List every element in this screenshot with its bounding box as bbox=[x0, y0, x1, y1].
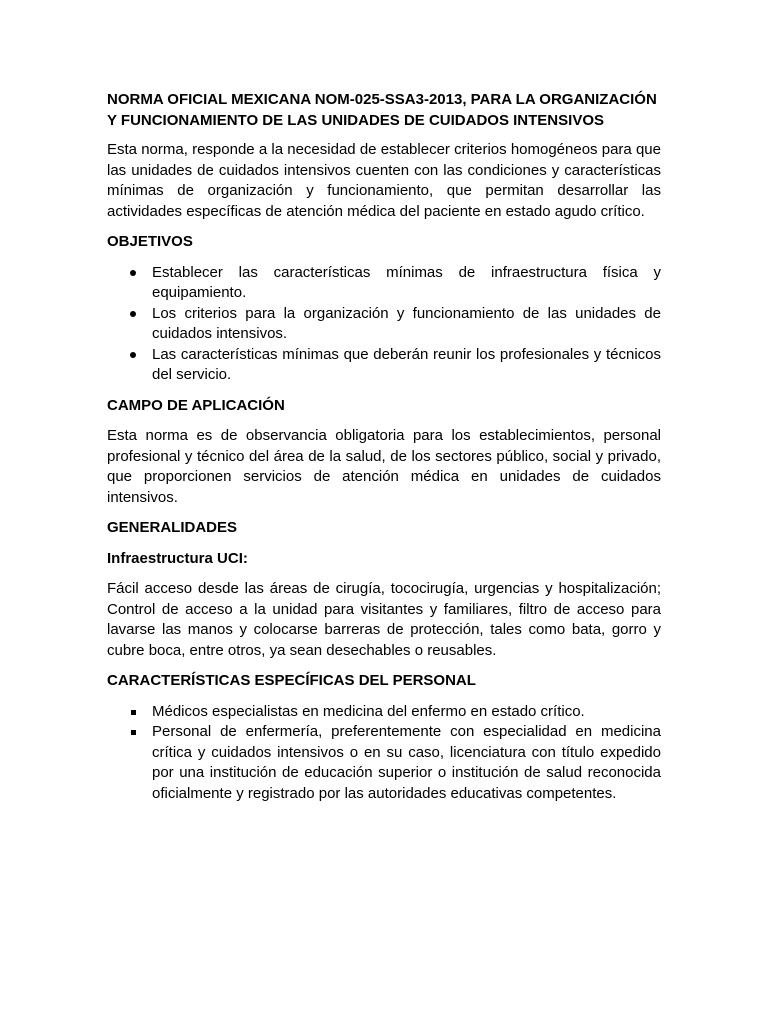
document-title: NORMA OFICIAL MEXICANA NOM-025-SSA3-2013, PARA LA ORGANIZACIÓN Y FUNCIONAMIENTO DE LAS UNIDADES DE CUIDADOS INTENSIVOS bbox=[107, 91, 657, 129]
campo-paragraph: Esta norma es de observancia obligatoria para los establecimientos, personal profesional y técnico del área de la salud, de los sectores público, social y privado, que proporcionen servicios de atención médica en unidades de cuidados intensivos. bbox=[107, 427, 661, 506]
list-item-text: Los criterios para la organización y funcionamiento de las unidades de cuidados intensivos. bbox=[152, 304, 661, 342]
document-content bbox=[107, 90, 661, 814]
list-item-text: Médicos especialistas en medicina del enfermo en estado crítico. bbox=[152, 702, 585, 720]
list-item-text: Establecer las características mínimas de infraestructura física y equipamiento. bbox=[152, 263, 661, 301]
list-item bbox=[107, 263, 661, 304]
list-item-text: Personal de enfermería, preferentemente con especialidad en medicina crítica y cuidados intensivos o en su caso, licenciatura con título expedido por una institución de educación superior o institución de salud reconocida oficialmente y registrado por las autoridades educativas competentes. bbox=[152, 723, 661, 802]
personal-list bbox=[107, 702, 661, 805]
objetivos-list bbox=[107, 263, 661, 386]
list-item-text: Las características mínimas que deberán reunir los profesionales y técnicos del servicio. bbox=[152, 345, 661, 383]
infraestructura-subheading: Infraestructura UCI: bbox=[107, 549, 248, 567]
personal-heading: CARACTERÍSTICAS ESPECÍFICAS DEL PERSONAL bbox=[107, 672, 476, 689]
list-item bbox=[107, 702, 661, 723]
infraestructura-paragraph: Fácil acceso desde las áreas de cirugía, tococirugía, urgencias y hospitalización; Control de acceso a la unidad para visitantes y familiares, filtro de acceso para lavarse las manos y colocarse barreras de protección, tales como bata, gorro y cubre boca, entre otros, ya sean desechables o reusables. bbox=[107, 580, 661, 659]
list-item bbox=[107, 304, 661, 345]
list-item bbox=[107, 345, 661, 386]
intro-paragraph: Esta norma, responde a la necesidad de establecer criterios homogéneos para que las unidades de cuidados intensivos cuenten con las condiciones y características mínimas de organización y funcionamiento, que permitan desarrollar las actividades específicas de atención médica del paciente en estado agudo crítico. bbox=[107, 141, 661, 220]
generalidades-heading: GENERALIDADES bbox=[107, 519, 238, 536]
campo-heading: CAMPO DE APLICACIÓN bbox=[107, 396, 285, 414]
list-item bbox=[107, 722, 661, 804]
objetivos-heading: OBJETIVOS bbox=[107, 233, 193, 250]
